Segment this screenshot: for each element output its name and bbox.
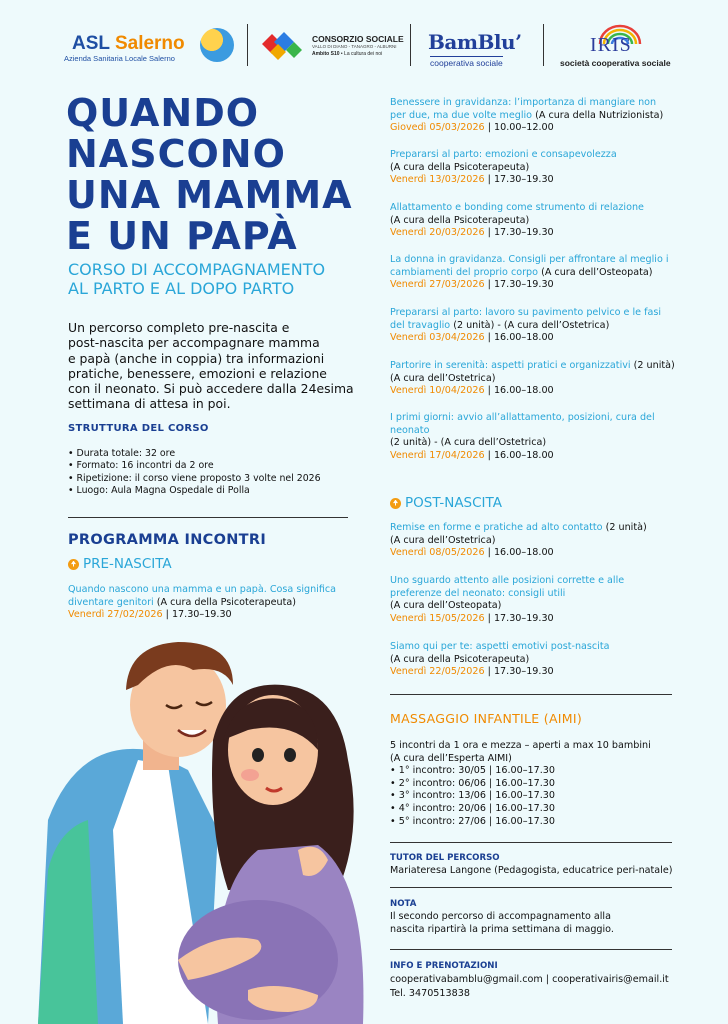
event-item: I primi giorni: avvio all’allattamento, posizioni, cura del neonato (2 unità) - (A cura dell’Ostetrica) Venerdì 17/04/2026 | 16.00–18.00 bbox=[390, 412, 655, 461]
event-item: Prepararsi al parto: emozioni e consapevolezza (A cura della Psicoterapeuta) Venerdì 13/03/2026 | 17.30–19.30 bbox=[390, 149, 617, 186]
bamblu-logo-text: BamBlu’ bbox=[428, 30, 522, 54]
structure-list bbox=[68, 448, 321, 497]
info-heading: INFO E PRENOTAZIONI bbox=[390, 961, 498, 971]
event-item: Remise en forme e pratiche ad alto contatto (2 unità) (A cura dell’Ostetrica) Venerdì 08/05/2026 | 16.00–18.00 bbox=[390, 522, 647, 559]
divider bbox=[68, 517, 348, 518]
arrow-up-icon bbox=[68, 559, 79, 570]
list-item: • 2° incontro: 06/06 | 16.00–17.30 bbox=[390, 778, 690, 791]
list-item: • Ripetizione: il corso viene proposto 3 volte nel 2026 bbox=[68, 473, 321, 485]
event-item: Allattamento e bonding come strumento di relazione (A cura della Psicoterapeuta) Venerdì 20/03/2026 | 17.30–19.30 bbox=[390, 202, 644, 239]
structure-heading: STRUTTURA DEL CORSO bbox=[68, 423, 209, 434]
intro-paragraph: Un percorso completo pre-nascita e post-nascita per accompagnare mamma e papà (anche in coppia) tra informazioni pratiche, benessere, emozioni e relazione con il neonato. Si può accedere dalla 24esima settimana di attesa in poi. bbox=[68, 320, 354, 412]
event-item: Uno sguardo attento alle posizioni corrette e alle preferenze del neonato: consigli utili (A cura dell’Osteopata) Venerdì 15/05/2026 | 17.30–19.30 bbox=[390, 575, 625, 624]
consorzio-ambito: Ambito S10 • La cultura dei noi bbox=[312, 51, 383, 57]
arrow-up-icon bbox=[390, 498, 401, 509]
consorzio-logo-icon bbox=[260, 30, 306, 60]
divider bbox=[390, 887, 672, 888]
event-item: Benessere in gravidanza: l’importanza di mangiare non per due, ma due volte meglio (A cura della Nutrizionista) Giovedì 05/03/2026 | 10.00–12.00 bbox=[390, 97, 664, 134]
divider bbox=[390, 842, 672, 843]
pre-nascita-heading: PRE-NASCITA bbox=[68, 556, 172, 572]
list-item: • Durata totale: 32 ore bbox=[68, 448, 321, 460]
asl-logo-text: ASL Salerno bbox=[72, 33, 185, 54]
list-item: • 4° incontro: 20/06 | 16.00–17.30 bbox=[390, 803, 690, 816]
tutor-heading: TUTOR DEL PERCORSO bbox=[390, 853, 500, 863]
page-title: QUANDO NASCONO UNA MAMMA E UN PAPÀ bbox=[66, 91, 353, 258]
event-item: Prepararsi al parto: lavoro su pavimento pelvico e le fasi del travaglio (2 unità) - (A cura dell’Ostetrica) Venerdì 03/04/2026 | 16.00–18.00 bbox=[390, 307, 661, 344]
couple-illustration bbox=[18, 630, 380, 1024]
list-item: • Luogo: Aula Magna Ospedale di Polla bbox=[68, 485, 321, 497]
logo-divider bbox=[543, 24, 544, 66]
iris-subtitle: società cooperativa sociale bbox=[560, 58, 671, 68]
aimi-heading: MASSAGGIO INFANTILE (AIMI) bbox=[390, 711, 583, 726]
tutor-text: Mariateresa Langone (Pedagogista, educatrice peri-natale) bbox=[390, 865, 673, 876]
program-heading: PROGRAMMA INCONTRI bbox=[68, 532, 267, 548]
event-item: Partorire in serenità: aspetti pratici e organizzativi (2 unità) (A cura dell’Ostetrica) Venerdì 10/04/2026 | 16.00–18.00 bbox=[390, 360, 675, 397]
note-text: Il secondo percorso di accompagnamento alla nascita ripartirà la prima settimana di maggio. bbox=[390, 911, 614, 935]
event-item: La donna in gravidanza. Consigli per affrontare al meglio i cambiamenti del proprio corpo (A cura dell’Osteopata) Venerdì 27/03/2026 | 17.30–19.30 bbox=[390, 254, 669, 291]
info-phone[interactable]: Tel. 3470513838 bbox=[390, 988, 470, 999]
divider bbox=[390, 694, 672, 695]
consorzio-title: CONSORZIO SOCIALE bbox=[312, 34, 404, 44]
logo-divider bbox=[410, 24, 411, 66]
iris-logo-text: IRIS bbox=[590, 34, 632, 56]
info-emails[interactable]: cooperativabamblu@gmail.com | cooperativairis@email.it bbox=[390, 974, 669, 985]
logo-divider bbox=[247, 24, 248, 66]
page-subtitle: CORSO DI ACCOMPAGNAMENTO AL PARTO E AL DOPO PARTO bbox=[68, 260, 326, 298]
aimi-body: 5 incontri da 1 ora e mezza – aperti a max 10 bambini (A cura dell’Esperta AIMI) • 1° incontro: 30/05 | 16.00–17.30 • 2° incontro: 06/06 | 16.00–17.30 • 3° incontro: 13/06 | 16.00–17.30 • 4° incontro: 20/06 | 16.00–17.30 • 5° incontro: 27/06 | 16.00–17.30 bbox=[390, 740, 690, 828]
list-item: • Formato: 16 incontri da 2 ore bbox=[68, 460, 321, 472]
event-item: Quando nascono una mamma e un papà. Cosa significa diventare genitori (A cura della Psicoterapeuta) Venerdì 27/02/2026 | 17.30–19.30 bbox=[68, 584, 337, 621]
list-item: • 5° incontro: 27/06 | 16.00–17.30 bbox=[390, 816, 690, 829]
note-heading: NOTA bbox=[390, 899, 417, 909]
consorzio-subtitle: VALLO DI DIANO - TANAGRO - ALBURNI bbox=[312, 44, 397, 49]
post-nascita-heading: POST-NASCITA bbox=[390, 495, 502, 511]
divider bbox=[390, 949, 672, 950]
list-item: • 3° incontro: 13/06 | 16.00–17.30 bbox=[390, 790, 690, 803]
bamblu-subtitle: cooperativa sociale bbox=[430, 58, 503, 68]
event-item: Siamo qui per te: aspetti emotivi post-nascita (A cura della Psicoterapeuta) Venerdì 22/05/2026 | 17.30–19.30 bbox=[390, 641, 610, 678]
asl-subtitle: Azienda Sanitaria Locale Salerno bbox=[64, 54, 175, 63]
list-item: • 1° incontro: 30/05 | 16.00–17.30 bbox=[390, 765, 690, 778]
asl-globe-icon bbox=[200, 28, 234, 62]
